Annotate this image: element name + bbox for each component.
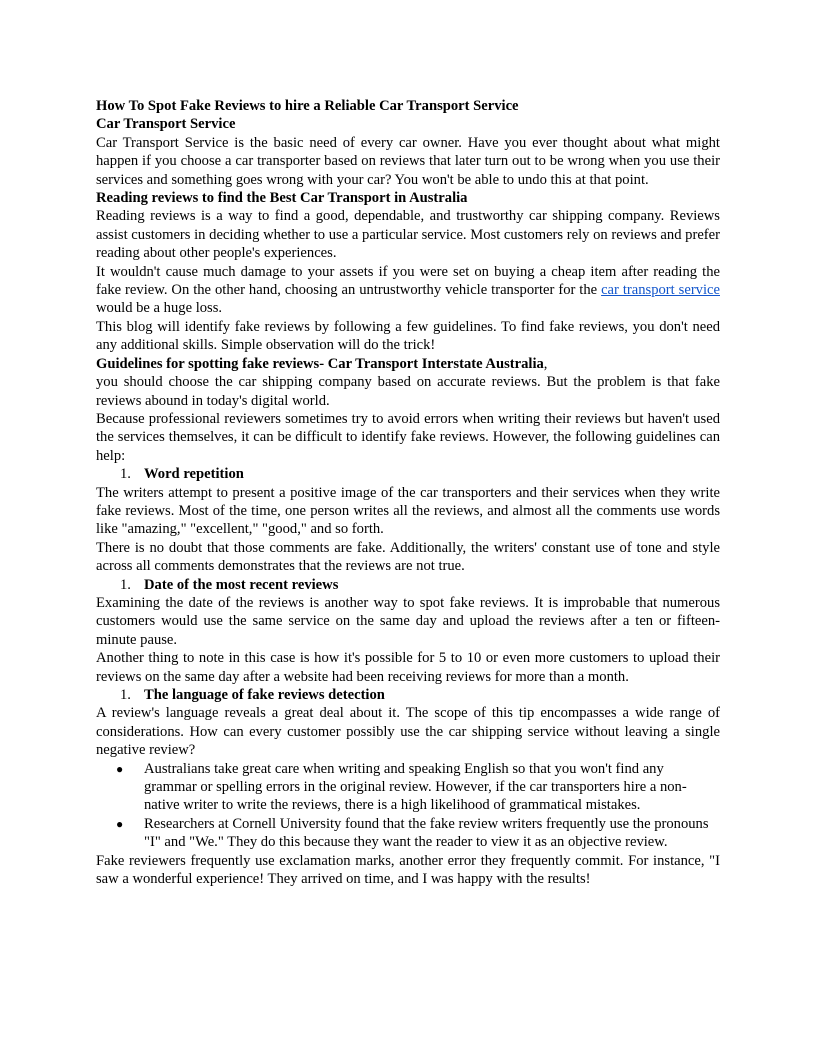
paragraph-guidelines-2: Because professional reviewers sometimes try to avoid errors when writing their reviews but haven't used the services themselves, it can be difficult to identify fake reviews. However, the following guidelines can help: — [96, 410, 720, 464]
article-title: How To Spot Fake Reviews to hire a Reliable Car Transport Service — [96, 98, 519, 114]
bullet-item-cornell — [96, 815, 720, 852]
bullet-icon: ● — [116, 761, 124, 776]
numbered-list-word — [96, 465, 720, 483]
paragraph-reading-2-end: would be a huge loss. — [96, 300, 223, 317]
paragraph-reading-2-start: It wouldn't cause much damage to your assets if you were set on buying a cheap item after reading the fake review. On the other hand, choosing an untrustworthy vehicle transporter for the — [96, 263, 720, 299]
bullet-icon: ● — [116, 816, 124, 831]
numbered-list-language — [96, 686, 720, 704]
list-item-label: Date of the most recent reviews — [144, 576, 339, 593]
paragraph-date-1: Examining the date of the reviews is another way to spot fake reviews. It is improbable that numerous customers would use the same service on the same day and upload the reviews after a ten or fifteen-minute pause. — [96, 594, 720, 648]
bullet-list — [96, 760, 720, 852]
paragraph-word-1: The writers attempt to present a positive image of the car transporters and their services when they write fake reviews. Most of the time, one person writes all the reviews, and almost all the comments use words like "amazing," "excellent," "good," and so forth. — [96, 484, 720, 538]
heading-guidelines — [96, 355, 720, 373]
bullet-text: Researchers at Cornell University found that the fake review writers frequently use the pronouns "I" and "We." They do this because they want the reader to view it as an objective review. — [144, 815, 709, 851]
paragraph-date-2: Another thing to note in this case is how it's possible for 5 to 10 or even more customers to upload their reviews on the same day after a website had been receiving reviews for more than a month. — [96, 650, 720, 685]
bullet-text: Australians take great care when writing and speaking English so that you won't find any grammar or spelling errors in the original review. However, if the car transporters hire a non-native writer to write the reviews, there is a high likelihood of grammatical mistakes. — [144, 760, 687, 814]
heading-guidelines-text: Guidelines for spotting fake reviews- Car Transport Interstate Australia — [96, 355, 544, 372]
paragraph-guidelines-1: you should choose the car shipping company based on accurate reviews. But the problem is that fake reviews abound in today's digital world. — [96, 374, 720, 409]
list-number: 1. — [120, 466, 131, 483]
car-transport-service-link[interactable]: car transport service — [601, 282, 720, 299]
list-item-label: The language of fake reviews detection — [144, 687, 385, 703]
paragraph-word-2: There is no doubt that those comments are fake. Additionally, the writers' constant use of tone and style across all comments demonstrates that the reviews are not true. — [96, 539, 720, 575]
list-number: 1. — [120, 687, 131, 703]
bullet-item-australians — [96, 760, 720, 815]
heading-car-transport-service: Car Transport Service — [96, 116, 236, 133]
paragraph-final: Fake reviewers frequently use exclamation marks, another error they frequently commit. For instance, "I saw a wonderful experience! They arrived on time, and I was happy with the results! — [96, 852, 720, 888]
list-item-label: Word repetition — [144, 466, 244, 483]
paragraph-reading-1: Reading reviews is a way to find a good, dependable, and trustworthy car shipping company. Reviews assist customers in deciding whether to use a particular service. Most customers rely on reviews and prefer reading about other people's experiences. — [96, 208, 720, 262]
heading-guidelines-comma: , — [543, 355, 548, 372]
paragraph-intro: Car Transport Service is the basic need of every car owner. Have you ever thought about what might happen if you choose a car transporter based on reviews that later turn out to be wrong when you use their services and something goes wrong with your car? You won't be able to undo this at that point. — [96, 134, 720, 188]
list-item-language — [96, 686, 720, 704]
document-page — [96, 97, 720, 888]
list-item-date-reviews — [96, 576, 720, 594]
paragraph-reading-2 — [96, 263, 720, 318]
list-item-word-repetition — [96, 465, 720, 483]
heading-reading-reviews: Reading reviews to find the Best Car Transport in Australia — [96, 190, 468, 207]
numbered-list-date — [96, 576, 720, 594]
paragraph-blog: This blog will identify fake reviews by following a few guidelines. To find fake reviews, you don't need any additional skills. Simple observation will do the trick! — [96, 318, 720, 354]
list-number: 1. — [120, 576, 131, 593]
paragraph-language: A review's language reveals a great deal about it. The scope of this tip encompasses a wide range of considerations. How can every customer possibly use the car shipping service without leaving a single negative review? — [96, 705, 720, 759]
